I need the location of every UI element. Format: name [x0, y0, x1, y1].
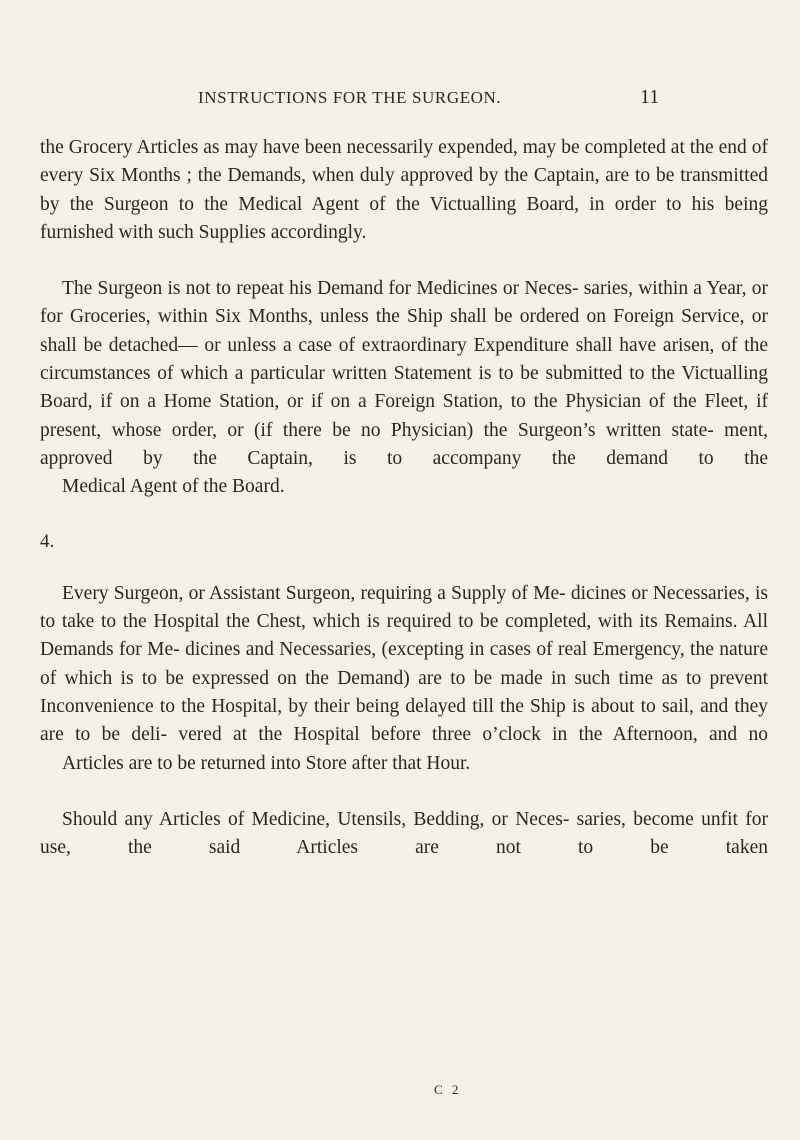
page-number: 11: [640, 86, 660, 108]
paragraph-text: The Surgeon is not to repeat his Demand for Medicines or Neces- saries, within a Year, or for Groceries, within Six Months, unless the Ship shall be ordered on Foreign Service, or shall be detached— or unless a case of extraordinary Expenditure shall have arisen, of the circumstances of which a particular written Statement is to be submitted to the Victualling Board, if on a Home Station, or if on a Foreign Station, to the Physician of the Fleet, if present, whose order, or (if there be no Physician) the Surgeon’s written state- ment, approved by the Captain, is to accompany the demand to the: [40, 278, 768, 469]
running-title: INSTRUCTIONS FOR THE SURGEON.: [198, 88, 502, 107]
paragraph-unfit-articles: [40, 806, 768, 863]
paragraph-text: Should any Articles of Medicine, Utensils, Bedding, or Neces- saries, become unfit for use, the said Articles are not to be taken: [40, 808, 768, 859]
section-gap: [40, 556, 768, 580]
section-gap: [40, 502, 768, 528]
paragraph-text: Every Surgeon, or Assistant Surgeon, requiring a Supply of Me- dicines or Necessaries, is to take to the Hospital the Chest, which is required to be completed, with its Remains. All Demands for Me- dicines and Necessaries, (excepting in cases of real Emergency, the nature of which is to be expressed on the Demand) are to be made in such time as to prevent Inconvenience to the Hospital, by their being delayed till the Ship is about to sail, and they are to be deli- vered at the Hospital before three o’clock in the Afternoon, and no: [40, 582, 768, 746]
paragraph-hospital-supply: [40, 580, 768, 778]
paragraph-grocery-demands: [40, 134, 768, 247]
paragraph-gap: [40, 247, 768, 275]
signature-mark: C 2: [434, 1082, 462, 1097]
paragraph-text: the Grocery Articles as may have been necessarily expended, may be completed at the end of every Six Months ; the Demands, when duly approved by the Captain, are to be transmitted by the Surgeon to the Medical Agent of the Victualling Board, in order to his being: [40, 137, 768, 215]
paragraph-last-line: Medical Agent of the Board.: [62, 476, 285, 498]
paragraph-last-line: furnished with such Supplies accordingly.: [40, 221, 367, 243]
paragraph-last-line: Articles are to be returned into Store after that Hour.: [62, 752, 471, 774]
section-number: 4.: [40, 530, 55, 552]
paragraph-gap: [40, 778, 768, 806]
paragraph-repeat-demand: [40, 275, 768, 501]
page-body: [40, 134, 768, 863]
